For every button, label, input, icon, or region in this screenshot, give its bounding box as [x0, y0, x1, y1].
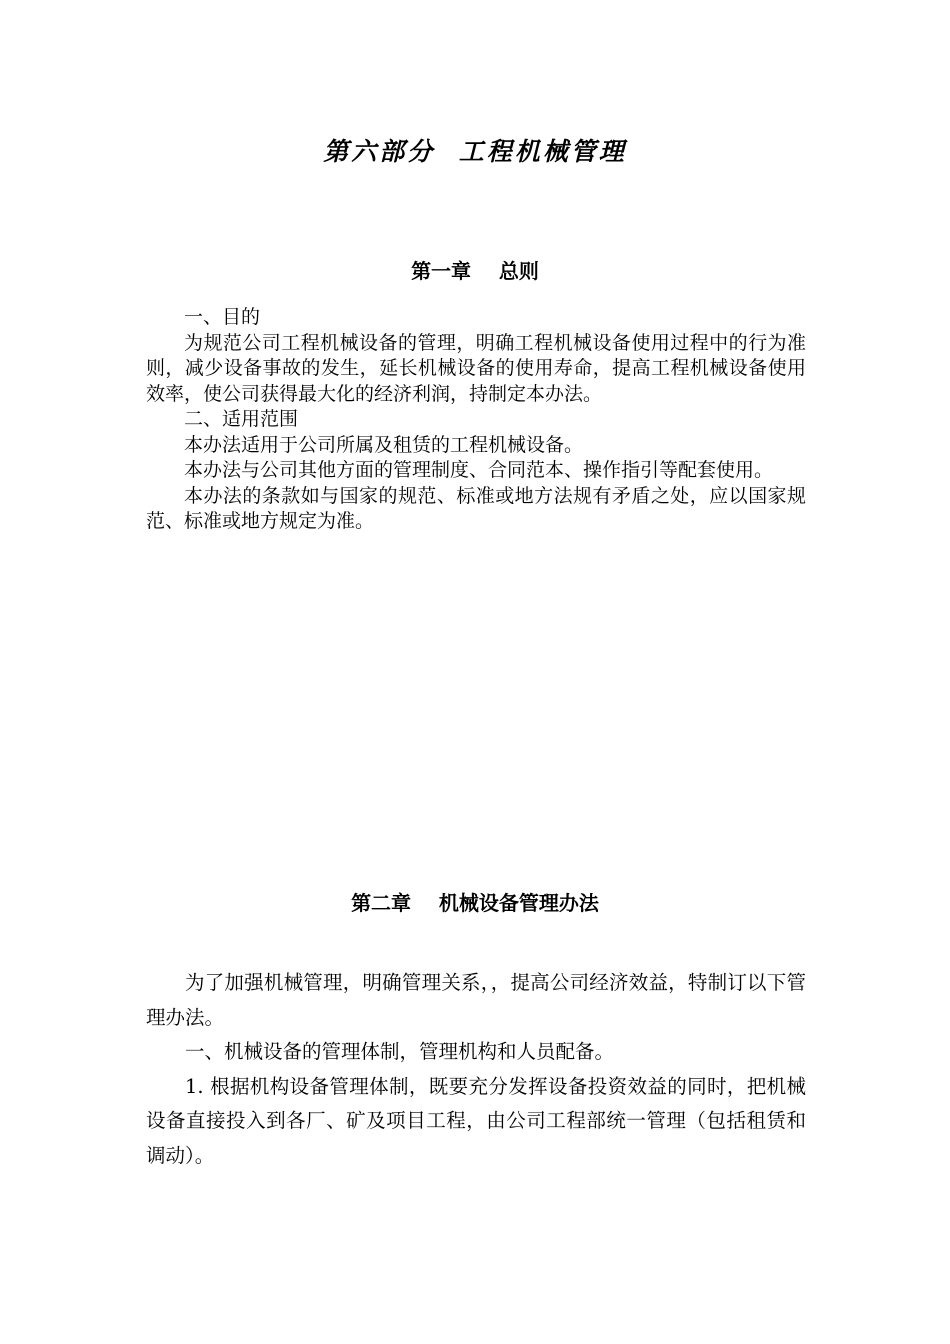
chapter-1-title: 第一章 总则 [411, 259, 539, 283]
chapter-2-title: 第二章 机械设备管理办法 [351, 891, 599, 915]
paragraph: 本办法适用于公司所属及租赁的工程机械设备。 [184, 433, 584, 456]
paragraph: 一、目的 [184, 306, 261, 328]
paragraph: 二、适用范围 [184, 408, 299, 430]
chapter-1-body [146, 305, 806, 535]
paragraph: 一、机械设备的管理体制，管理机构和人员配备。 [185, 1040, 615, 1063]
paragraph: 1. 根据机构设备管理体制，既要充分发挥设备投资效益的同时，把机械设备直接投入到各厂、矿及项目工程，由公司工程部统一管理（包括租赁和调动）。 [146, 1074, 806, 1167]
paragraph: 为规范公司工程机械设备的管理，明确工程机械设备使用过程中的行为准则，减少设备事故的发生，延长机械设备的使用寿命，提高工程机械设备使用效率，使公司获得最大化的经济利润，持制定本办法。 [146, 331, 806, 405]
part-title: 第六部分 工程机械管理 [323, 137, 627, 166]
paragraph: 为了加强机械管理，明确管理关系，，提高公司经济效益，特制订以下管理办法。 [146, 971, 806, 1029]
paragraph: 本办法与公司其他方面的管理制度、合同范本、操作指引等配套使用。 [184, 459, 774, 481]
paragraph: 本办法的条款如与国家的规范、标准或地方法规有矛盾之处，应以国家规范、标准或地方规定为准。 [146, 484, 806, 532]
chapter-2-body [146, 966, 806, 1173]
